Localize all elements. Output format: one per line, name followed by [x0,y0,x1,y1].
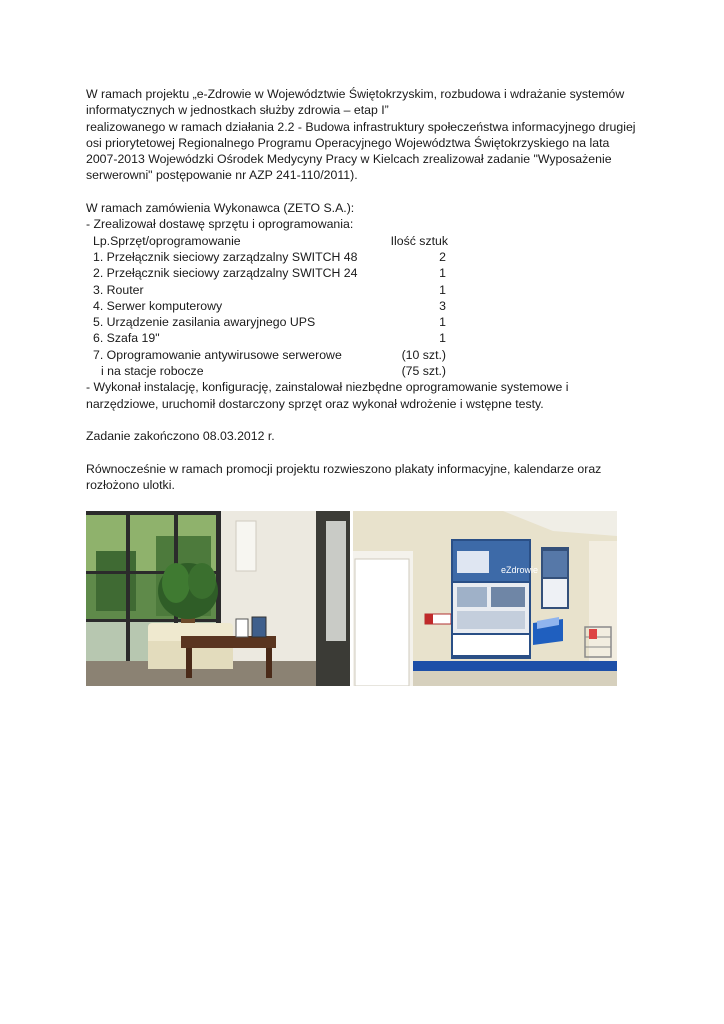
row-name: i na stacje robocze [101,364,204,379]
poster-logo-text: eZdrowie [501,565,539,575]
order-line-1: W ramach zamówienia Wykonawca (ZETO S.A.): [86,201,355,216]
row-name: 4. Serwer komputerowy [93,298,223,313]
promo-line-2: rozłożono ulotki. [86,478,175,493]
row-qty: (10 szt.) [401,347,446,362]
row-name: 5. Urządzenie zasilania awaryjnego UPS [93,315,316,330]
row-qty: 1 [439,331,446,346]
table-row [86,282,446,298]
promo-line-1: Równocześnie w ramach promocji projektu rozwieszono plakaty informacyjne, kalendarze oraz [86,461,602,476]
order-line-2: - Zrealizował dostawę sprzętu i oprogramowania: [86,217,354,232]
row-qty: 1 [439,282,446,297]
equipment-table [86,233,446,380]
table-row [86,265,446,281]
row-qty: 2 [439,249,446,264]
table-row [86,249,446,265]
row-qty: (75 szt.) [401,364,446,379]
install-line-1: - Wykonał instalację, konfigurację, zainstalował niezbędne oprogramowanie systemowe i [86,380,569,395]
photo-strip [86,511,617,686]
table-row [86,363,446,379]
intro-line-6: serwerowni" postępowanie nr AZP 241-110/2011). [86,168,358,183]
header-qty: Ilość sztuk [390,233,448,248]
install-line-2: narzędziowe, uruchomił dostarczony sprzęt oraz wykonał wdrożenie i wstępne testy. [86,396,544,411]
poster-wall-photo [353,511,617,686]
completion-line: Zadanie zakończono 08.03.2012 r. [86,429,275,444]
row-name: 6. Szafa 19" [93,331,160,346]
row-name: 2. Przełącznik sieciowy zarządzalny SWITCH 24 [93,266,358,281]
intro-line-3: realizowanego w ramach działania 2.2 - Budowa infrastruktury społeczeństwa informacyjnego drugiej [86,119,636,134]
table-row [86,330,446,346]
row-name: 3. Router [93,282,144,297]
row-qty: 1 [439,266,446,281]
table-row [86,298,446,314]
intro-line-5: 2007-2013 Wojewódzki Ośrodek Medycyny Pracy w Kielcach zrealizował zadanie "Wyposażenie [86,152,612,167]
table-row [86,347,446,363]
header-name: Lp.Sprzęt/oprogramowanie [93,233,241,248]
intro-line-4: osi priorytetowej Regionalnego Programu Operacyjnego Województwa Świętokrzyskiego na lata [86,135,610,150]
lobby-photo [86,511,350,686]
row-qty: 3 [439,298,446,313]
intro-line-2: informatycznych w jednostkach służby zdrowia – etap I” [86,103,389,118]
row-name: 7. Oprogramowanie antywirusowe serwerowe [93,347,342,362]
table-row [86,314,446,330]
row-name: 1. Przełącznik sieciowy zarządzalny SWITCH 48 [93,249,358,264]
table-header [86,233,446,249]
row-qty: 1 [439,315,446,330]
document-body [86,86,646,493]
intro-line-1: W ramach projektu „e-Zdrowie w Województwie Świętokrzyskim, rozbudowa i wdrażanie systemów [86,87,625,101]
